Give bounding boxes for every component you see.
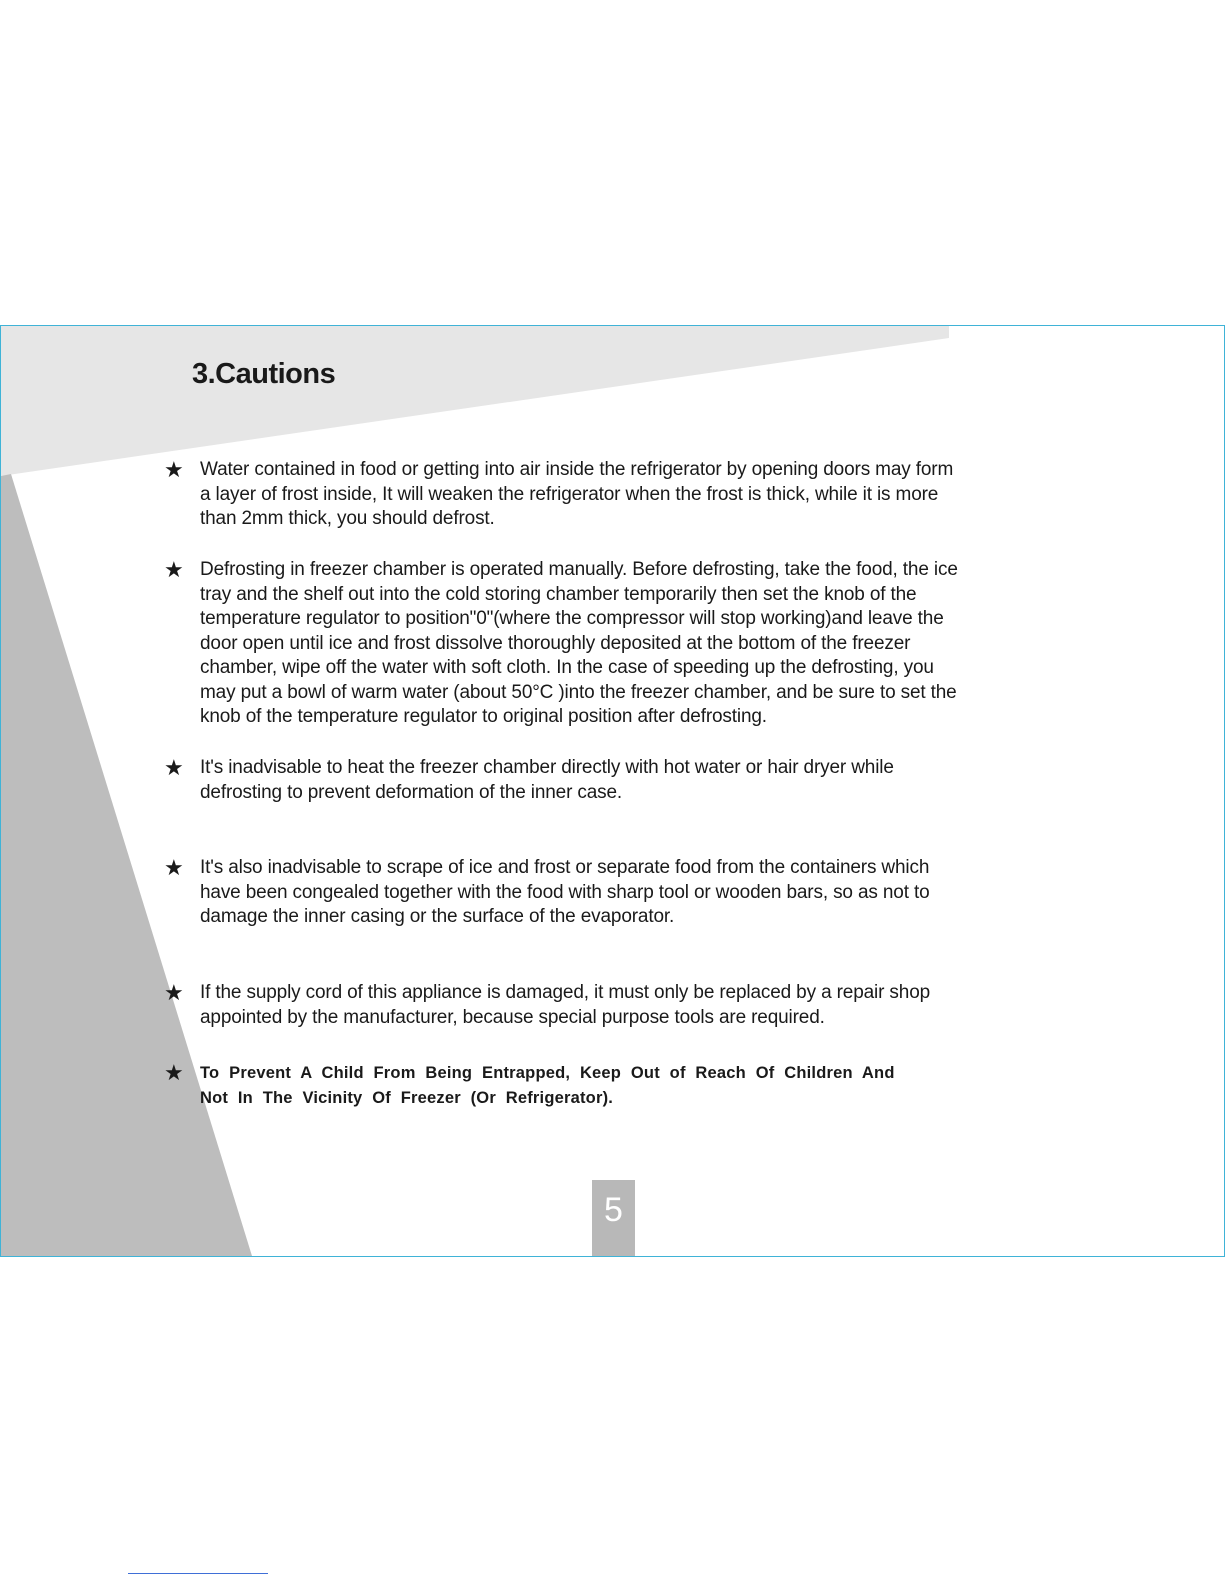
caution-text: It's inadvisable to heat the freezer chamber directly with hot water or hair dryer while defrosting to prevent deformation of the inner case. — [200, 757, 894, 803]
star-bullet-icon: ★ — [164, 1060, 184, 1085]
caution-item — [164, 558, 1054, 730]
star-bullet-icon: ★ — [164, 980, 184, 1005]
caution-item — [164, 856, 1054, 930]
footer-divider — [128, 1573, 268, 1574]
section-title: 3.Cautions — [192, 358, 336, 390]
caution-text: It's also inadvisable to scrape of ice and frost or separate food from the containers which have been congealed together with the food with sharp tool or wooden bars, so as not to damage the inner casing or the surface of the evaporator. — [200, 857, 930, 927]
star-bullet-icon: ★ — [164, 855, 184, 880]
caution-text: Defrosting in freezer chamber is operated manually. Before defrosting, take the food, the ice tray and the shelf out into the cold storing chamber temporarily then set the knob of the temperature regulator to position"0"(where the compressor will stop working)and leave the door open until ice and frost dissolve thoroughly deposited at the bottom of the freezer chamber, wipe off the water with soft cloth. In the case of speeding up the defrosting, you may put a bowl of warm water (about 50°C )into the freezer chamber, and be sure to set the knob of the temperature regulator to original position after defrosting. — [200, 559, 958, 727]
caution-item — [164, 756, 1054, 805]
caution-text: To Prevent A Child From Being Entrapped, Keep Out of Reach Of Children And Not In The Vicinity Of Freezer (Or Refrigerator). — [200, 1064, 895, 1107]
star-bullet-icon: ★ — [164, 755, 184, 780]
caution-text: If the supply cord of this appliance is damaged, it must only be replaced by a repair shop appointed by the manufacturer, because special purpose tools are required. — [200, 982, 931, 1028]
star-bullet-icon: ★ — [164, 557, 184, 582]
document-page — [0, 325, 1225, 1257]
caution-item — [164, 458, 1054, 532]
caution-text: Water contained in food or getting into air inside the refrigerator by opening doors may form a layer of frost inside, It will weaken the refrigerator when the frost is thick, while it is more than 2mm thick, you should defrost. — [200, 459, 954, 529]
page-number: 5 — [592, 1180, 635, 1256]
light-gray-band — [1, 326, 949, 476]
star-bullet-icon: ★ — [164, 457, 184, 482]
caution-item-child-safety — [164, 1061, 1054, 1111]
caution-item — [164, 981, 1054, 1030]
